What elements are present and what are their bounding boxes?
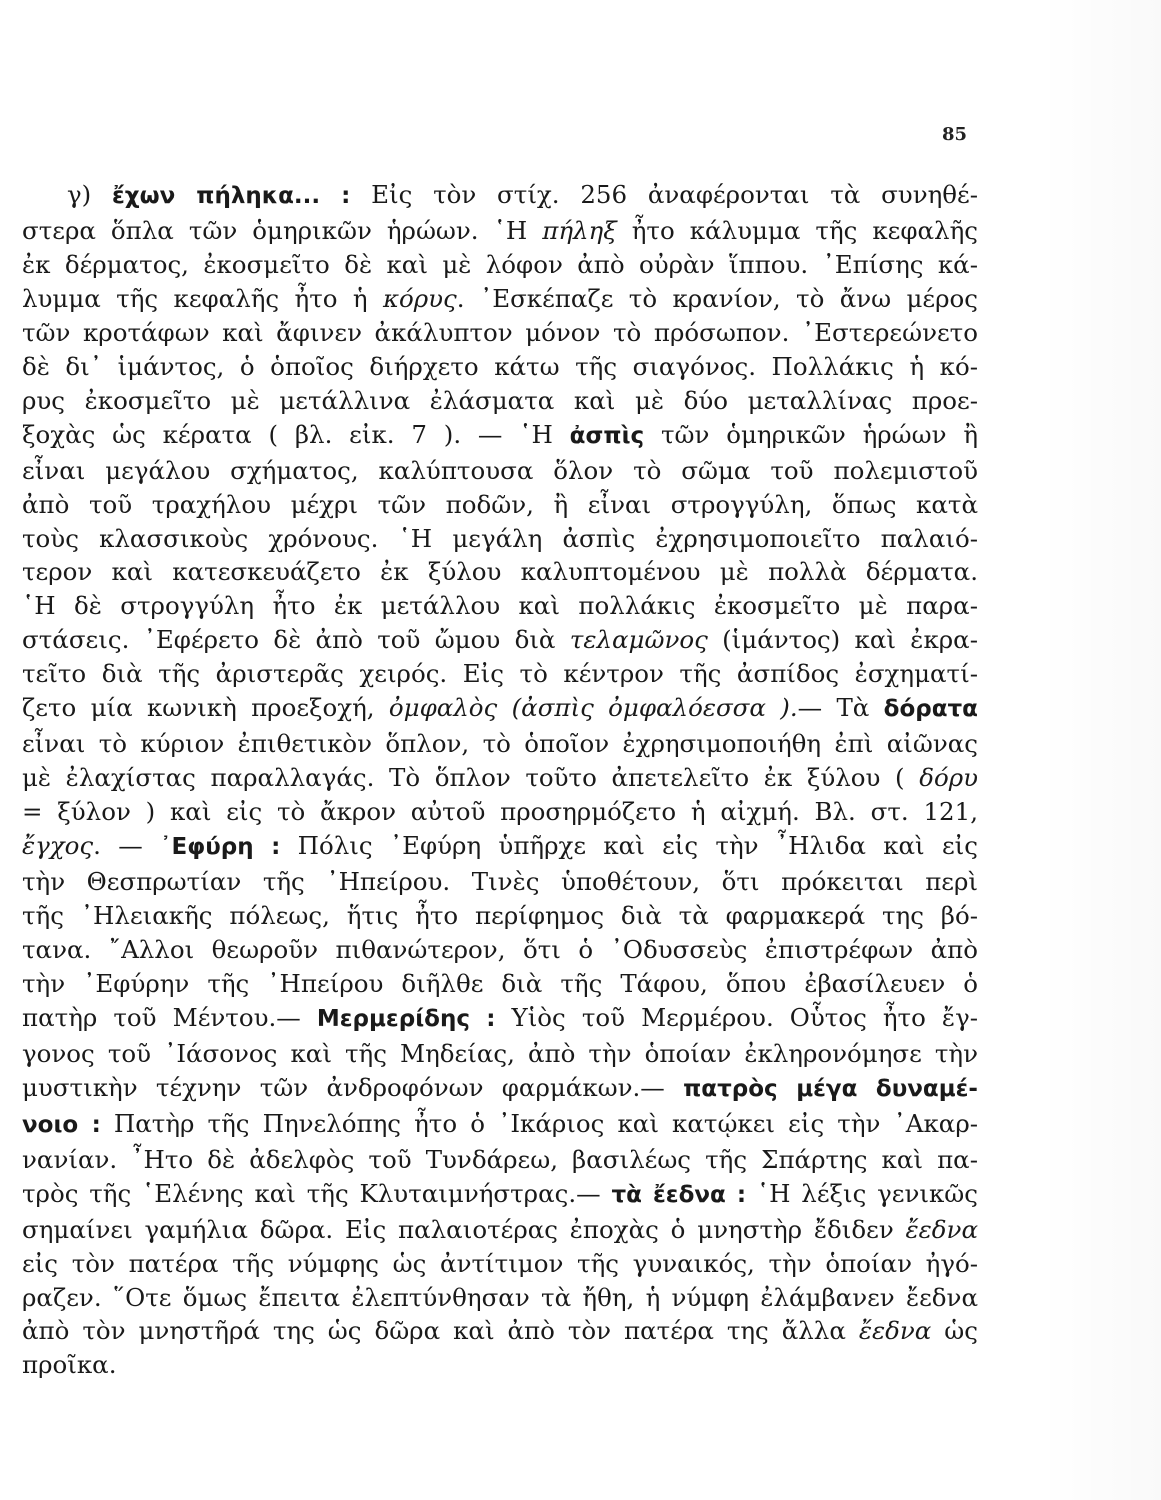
text-segment: τῶν κροτάφων καὶ ἄφινεν ἀκάλυπτον μόνον τὸ πρόσωπον. ᾿Εστερεώνετο: [22, 317, 978, 347]
text-segment: — Τὰ: [797, 693, 884, 723]
text-segment: γονος τοῦ ᾿Ιάσονος καὶ τῆς Μηδείας, ἀπὸ τὴν ὁποίαν ἐκληρονόμησε τὴν: [22, 1038, 978, 1068]
bold-term: πατρὸς μέγα δυναμέ-: [683, 1075, 978, 1102]
text-line: [22, 282, 978, 316]
text-line: [22, 1348, 978, 1382]
text-segment: τὴν Θεσπρωτίαν τῆς ᾿Ηπείρου. Τινὲς ὑποθέτουν, ὅτι πρόκειται περὶ: [22, 867, 978, 897]
text-segment: ἦτο κάλυμμα τῆς κεφαλῆς: [616, 215, 978, 245]
text-line: [22, 178, 978, 214]
bold-term: ἀσπὶς: [569, 422, 645, 449]
text-segment: τρὸς τῆς ῾Ελένης καὶ τῆς Κλυταιμνήστρας.—: [22, 1178, 612, 1208]
text-line: [22, 865, 978, 899]
text-line: [22, 589, 978, 623]
text-segment: ραζεν. ῞Οτε ὅμως ἔπειτα ἐλεπτύνθησαν τὰ ἤθη, ἡ νύμφη ἐλάμβανεν ἔεδνα: [22, 1282, 978, 1312]
text-line: [22, 418, 978, 454]
commentary-text: [22, 178, 978, 1382]
text-segment: τανα. ῎Αλλοι θεωροῦν πιθανώτερον, ὅτι ὁ ᾿Οδυσσεὺς ἐπιστρέφων ἀπὸ: [22, 934, 978, 964]
italic-term: δόρυ: [919, 763, 978, 793]
text-line: [22, 1143, 978, 1177]
text-segment: ὡς: [931, 1316, 978, 1346]
text-segment: πατὴρ τοῦ Μέντου.—: [22, 1002, 317, 1032]
text-line: [22, 657, 978, 691]
text-line: [22, 727, 978, 761]
italic-term: ἔεδνα: [858, 1316, 932, 1346]
text-segment: τὴν ᾿Εφύρην τῆς ᾿Ηπείρου διῆλθε διὰ τῆς Τάφου, ὅπου ἐβασίλευεν ὁ: [22, 968, 978, 998]
text-segment: σημαίνει γαμήλια δῶρα. Εἰς παλαιοτέρας ἐποχὰς ὁ μνηστὴρ ἔδιδεν: [22, 1214, 906, 1244]
bold-term: τὰ ἔεδνα :: [611, 1181, 747, 1208]
text-segment: προῖκα.: [22, 1350, 117, 1380]
text-line: [22, 555, 978, 589]
text-line: [22, 522, 978, 556]
text-segment: ζετο μία κωνικὴ προεξοχή,: [22, 693, 389, 723]
text-segment: Υἱὸς τοῦ Μερμέρου. Οὗτος ἦτο ἔγ-: [495, 1002, 978, 1032]
text-line: [22, 1314, 978, 1348]
text-line: [22, 384, 978, 418]
text-line: [22, 488, 978, 522]
text-segment: τερον καὶ κατεσκευάζετο ἐκ ξύλου καλυπτομένου μὲ πολλὰ δέρματα.: [22, 557, 978, 587]
italic-term: ἔγχος: [22, 831, 94, 861]
bold-term: ἔχων πήληκα... :: [111, 183, 351, 209]
text-line: [22, 1247, 978, 1281]
text-segment: (ἱμάντος) καὶ ἐκρα-: [707, 625, 978, 655]
text-line: [22, 248, 978, 282]
text-line: [22, 316, 978, 350]
text-segment: εἶναι μεγάλου σχήματος, καλύπτουσα ὅλον τὸ σῶμα τοῦ πολεμιστοῦ: [22, 455, 978, 485]
text-line: [22, 795, 978, 829]
text-segment: . —: [93, 831, 160, 861]
text-segment: στερα ὅπλα τῶν ὁμηρικῶν ἡρώων. ῾Η: [22, 215, 543, 245]
text-segment: Πατὴρ τῆς Πηνελόπης ἦτο ὁ ᾿Ικάριος καὶ κατῴκει εἰς τὴν ᾿Ακαρ-: [100, 1108, 979, 1138]
text-segment: τεῖτο διὰ τῆς ἀριστερᾶς χειρός. Εἰς τὸ κέντρον τῆς ἀσπίδος ἐσχηματί-: [22, 659, 978, 689]
italic-term: ἔεδνα: [905, 1214, 978, 1244]
text-segment: = ξύλον ) καὶ εἰς τὸ ἄκρον αὐτοῦ προσηρμόζετο ἡ αἰχμή. Βλ. στ. 121,: [22, 797, 978, 827]
text-line: [22, 761, 978, 795]
bold-term: νοιο :: [22, 1111, 101, 1138]
text-segment: μυστικὴν τέχνην τῶν ἀνδροφόνων φαρμάκων.—: [22, 1072, 684, 1102]
text-line: [22, 933, 978, 967]
text-segment: ῾Η δὲ στρογγύλη ἦτο ἐκ μετάλλου καὶ πολλάκις ἐκοσμεῖτο μὲ παρα-: [22, 591, 978, 621]
text-segment: στάσεις. ᾿Εφέρετο δὲ ἀπὸ τοῦ ὤμου διὰ: [22, 625, 570, 655]
text-segment: γ): [67, 180, 112, 209]
text-segment: ῾Η λέξις γενικῶς: [746, 1178, 978, 1208]
text-line: [22, 1037, 978, 1071]
text-line: [22, 899, 978, 933]
italic-term: ὀμφαλὸς (ἀσπὶς ὀμφαλόεσσα ).: [388, 693, 798, 723]
italic-term: τελαμῶνος: [569, 625, 708, 655]
text-segment: τοὺς κλασσικοὺς χρόνους. ῾Η μεγάλη ἀσπὶς ἐχρησιμοποιεῖτο παλαιό-: [22, 523, 978, 553]
text-line: [22, 1107, 978, 1143]
text-segment: νανίαν. ῏Ητο δὲ ἀδελφὸς τοῦ Τυνδάρεω, βασιλέως τῆς Σπάρτης καὶ πα-: [22, 1144, 978, 1174]
text-segment: ἀπὸ τοῦ τραχήλου μέχρι τῶν ποδῶν, ἢ εἶναι στρογγύλη, ὅπως κατὰ: [22, 489, 978, 519]
text-segment: ξοχὰς ὡς κέρατα ( βλ. εἰκ. 7 ). — ῾Η: [22, 419, 570, 449]
text-segment: ἐκ δέρματος, ἐκοσμεῖτο δὲ καὶ μὲ λόφον ἀπὸ οὐρὰν ἵππου. ᾿Επίσης κά-: [22, 249, 978, 279]
text-line: [22, 623, 978, 657]
text-line: [22, 1001, 978, 1037]
text-line: [22, 829, 978, 865]
text-segment: ρυς ἐκοσμεῖτο μὲ μετάλλινα ἐλάσματα καὶ μὲ δύο μεταλλίνας προε-: [22, 385, 978, 415]
text-segment: . ᾿Εσκέπαζε τὸ κρανίον, τὸ ἄνω μέρος: [456, 283, 978, 313]
bold-term: Μερμερίδης :: [316, 1005, 496, 1032]
bold-term: δόρατα: [883, 696, 978, 723]
text-segment: εἰς τὸν πατέρα τῆς νύμφης ὡς ἀντίτιμον τῆς γυναικός, τὴν ὁποίαν ἠγό-: [22, 1248, 978, 1278]
italic-term: πήληξ: [542, 215, 617, 245]
text-line: [22, 691, 978, 727]
text-segment: δὲ δι᾿ ἱμάντος, ὁ ὁποῖος διήρχετο κάτω τῆς σιαγόνος. Πολλάκις ἡ κό-: [22, 351, 978, 381]
text-line: [22, 1213, 978, 1247]
italic-term: κόρυς: [382, 283, 457, 313]
text-line: [22, 454, 978, 488]
page-number: 85: [942, 124, 968, 145]
text-line: [22, 350, 978, 384]
text-line: [22, 1177, 978, 1213]
text-segment: Πόλις ᾿Εφύρη ὑπῆρχε καὶ εἰς τὴν ῏Ηλιδα καὶ εἰς: [280, 831, 978, 861]
text-segment: Εἰς τὸν στίχ. 256 ἀναφέρονται τὰ συνηθέ-: [350, 180, 978, 209]
bold-term: ᾿Εφύρη :: [160, 834, 281, 861]
text-segment: τῆς ᾿Ηλειακῆς πόλεως, ἥτις ἦτο περίφημος διὰ τὰ φαρμακερά της βό-: [22, 901, 978, 931]
text-line: [22, 214, 978, 248]
text-segment: εἶναι τὸ κύριον ἐπιθετικὸν ὅπλον, τὸ ὁποῖον ἐχρησιμοποιήθη ἐπὶ αἰῶνας: [22, 729, 978, 759]
text-line: [22, 1071, 978, 1107]
text-line: [22, 1281, 978, 1315]
text-segment: μὲ ἐλαχίστας παραλλαγάς. Τὸ ὅπλον τοῦτο ἀπετελεῖτο ἐκ ξύλου (: [22, 763, 920, 793]
scan-edge-shading: [1040, 0, 1161, 1500]
text-segment: τῶν ὁμηρικῶν ἡρώων ἢ: [644, 419, 978, 449]
text-line: [22, 967, 978, 1001]
text-segment: ἀπὸ τὸν μνηστῆρά της ὡς δῶρα καὶ ἀπὸ τὸν πατέρα της ἄλλα: [22, 1316, 859, 1346]
text-segment: λυμμα τῆς κεφαλῆς ἦτο ἡ: [22, 283, 383, 313]
